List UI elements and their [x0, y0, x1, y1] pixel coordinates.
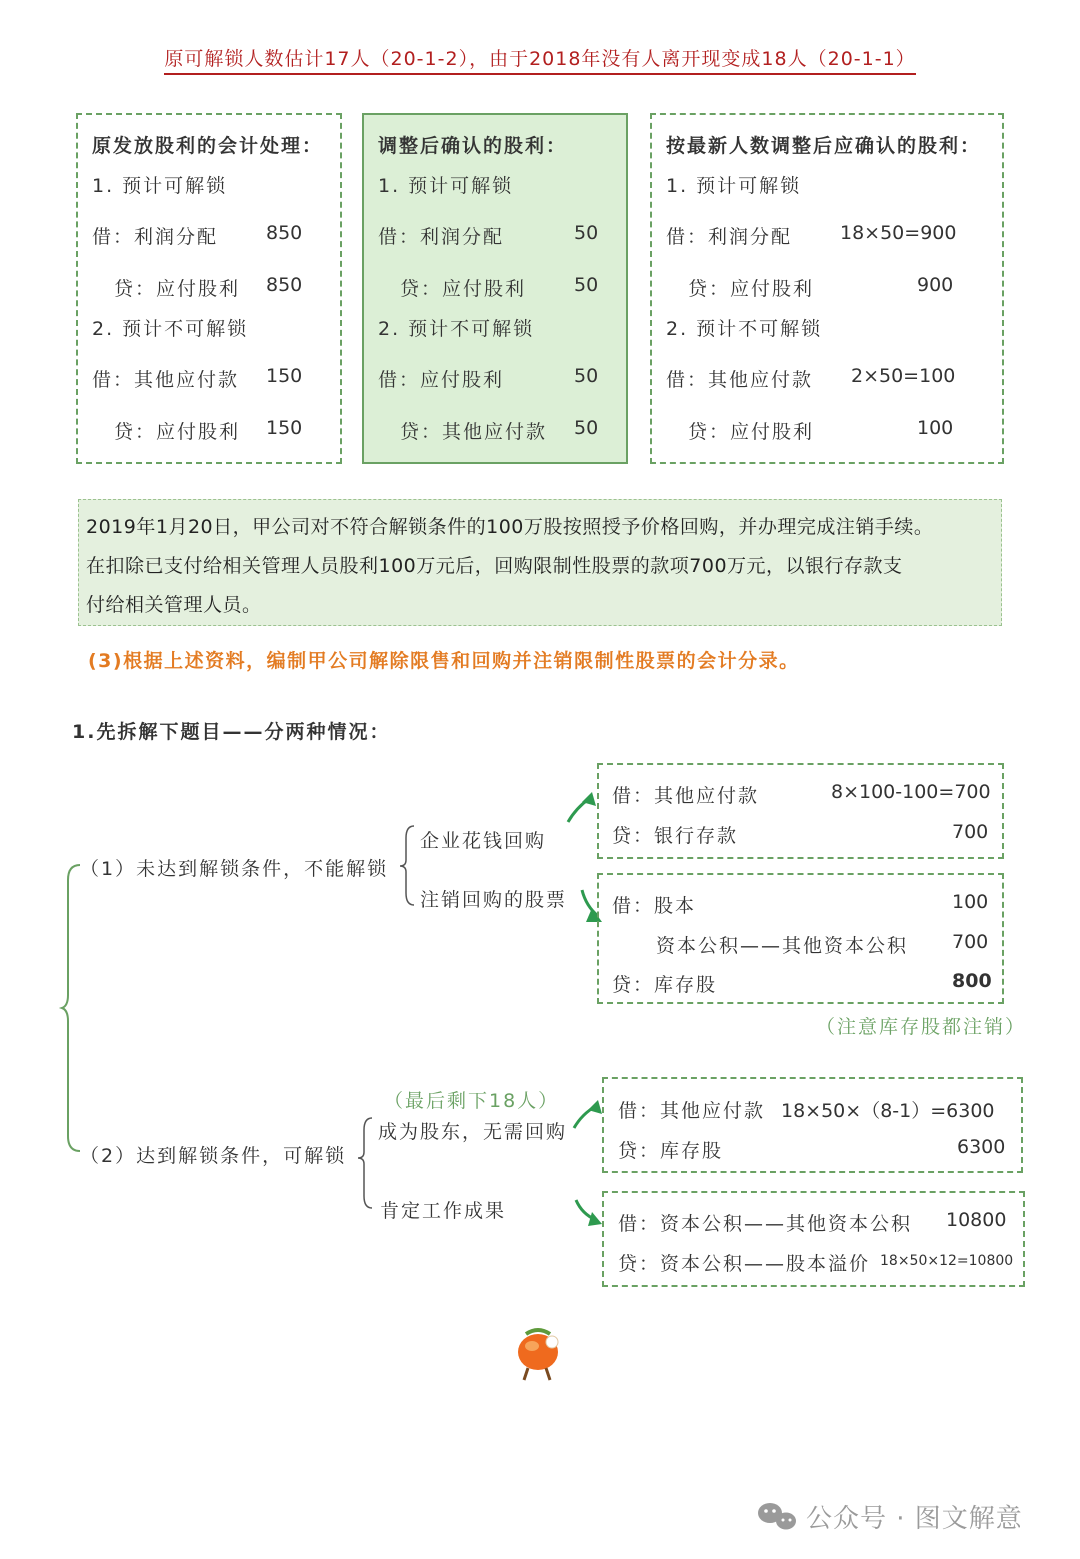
box-header: 按最新人数调整后应确认的股利：: [666, 135, 982, 157]
credit-label: 贷：银行存款: [612, 825, 739, 847]
credit-value: 18×50×12=10800: [880, 1253, 1014, 1269]
debit-label: 借：利润分配: [666, 226, 793, 248]
debit-label: 借：资本公积——其他资本公积: [618, 1213, 913, 1235]
credit-value: 800: [952, 970, 992, 992]
credit-value: 900: [917, 274, 954, 296]
debit-value: 18×50=900: [840, 222, 957, 244]
page-title: 原可解锁人数估计17人（20-1-2），由于2018年没有人离开现变成18人（20-1-1）: [0, 44, 1080, 71]
credit-label: 贷：应付股利: [400, 278, 527, 300]
remark-text: （注意库存股都注销）: [816, 1016, 1027, 1038]
debit-label: 借：应付股利: [378, 369, 505, 391]
credit-label: 贷：其他应付款: [400, 421, 548, 443]
note-line: 2019年1月20日，甲公司对不符合解锁条件的100万股按照授予价格回购，并办理完成注销手续。: [86, 516, 934, 538]
debit-value: 18×50×（8-1）=6300: [781, 1100, 995, 1122]
watermark-text: 公众号 · 图文解意: [806, 1504, 1023, 1534]
box-header: 原发放股利的会计处理：: [92, 135, 324, 157]
case2-branch-shareholder: 成为股东，无需回购: [378, 1121, 568, 1143]
credit-value: 700: [952, 821, 989, 843]
case1-branch-buyback: 企业花钱回购: [420, 830, 547, 852]
section-no-unlock: 2. 预计不可解锁: [378, 318, 535, 340]
debit-label: 借：其他应付款: [92, 369, 240, 391]
case2-branch-recognition: 肯定工作成果: [380, 1200, 507, 1222]
case2-label: （2）达到解锁条件，可解锁: [80, 1145, 347, 1167]
section-unlock: 1. 预计可解锁: [92, 175, 228, 197]
step-heading: 1.先拆解下题目——分两种情况：: [72, 721, 391, 743]
debit-value: 50: [574, 222, 599, 244]
credit-value: 150: [266, 417, 303, 439]
credit-label: 贷：应付股利: [114, 278, 241, 300]
credit-label: 贷：应付股利: [114, 421, 241, 443]
case1-label: （1）未达到解锁条件，不能解锁: [80, 858, 389, 880]
credit-label: 贷：库存股: [618, 1140, 724, 1162]
debit-value: 50: [574, 365, 599, 387]
debit-value: 10800: [946, 1209, 1007, 1231]
credit-value: 6300: [957, 1136, 1006, 1158]
credit-value: 50: [574, 274, 599, 296]
case1-branch-cancel: 注销回购的股票: [420, 889, 568, 911]
debit-value: 8×100-100=700: [831, 781, 991, 803]
credit-value: 50: [574, 417, 599, 439]
section-no-unlock: 2. 预计不可解锁: [92, 318, 249, 340]
credit-label: 贷：库存股: [612, 974, 718, 996]
debit-value: 100: [952, 891, 989, 913]
credit-value: 100: [917, 417, 954, 439]
credit-label: 贷：应付股利: [688, 278, 815, 300]
debit-label: 资本公积——其他资本公积: [656, 935, 909, 957]
debit-value: 150: [266, 365, 303, 387]
debit-label: 借：利润分配: [92, 226, 219, 248]
debit-label: 借：股本: [612, 895, 697, 917]
debit-value: 700: [952, 931, 989, 953]
question-text: (3)根据上述资料，编制甲公司解除限售和回购并注销限制性股票的会计分录。: [88, 650, 800, 672]
debit-value: 850: [266, 222, 303, 244]
section-no-unlock: 2. 预计不可解锁: [666, 318, 823, 340]
credit-value: 850: [266, 274, 303, 296]
note-line: 在扣除已支付给相关管理人员股利100万元后，回购限制性股票的款项700万元，以银行存款支: [86, 555, 903, 577]
debit-label: 借：其他应付款: [618, 1100, 766, 1122]
debit-label: 借：其他应付款: [612, 785, 760, 807]
credit-label: 贷：应付股利: [688, 421, 815, 443]
section-unlock: 1. 预计可解锁: [378, 175, 514, 197]
debit-label: 借：利润分配: [378, 226, 505, 248]
credit-label: 贷：资本公积——股本溢价: [618, 1253, 871, 1275]
hint-text: （最后剩下18人）: [384, 1090, 560, 1112]
note-line: 付给相关管理人员。: [86, 594, 262, 616]
box-header: 调整后确认的股利：: [378, 135, 568, 157]
section-unlock: 1. 预计可解锁: [666, 175, 802, 197]
debit-label: 借：其他应付款: [666, 369, 814, 391]
debit-value: 2×50=100: [851, 365, 956, 387]
